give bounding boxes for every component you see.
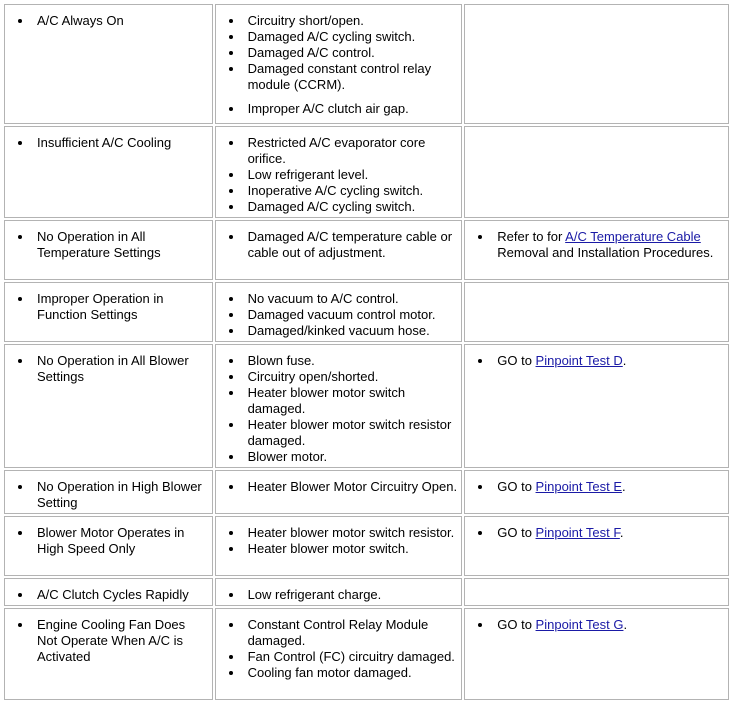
cause-item: • Heater blower motor switch. — [244, 541, 458, 557]
cause-item: • Low refrigerant level. — [244, 167, 458, 183]
pinpoint-test-g-link[interactable]: Pinpoint Test G — [535, 617, 624, 632]
cause-item: • Cooling fan motor damaged. — [244, 665, 458, 681]
table-row — [4, 126, 729, 218]
pinpoint-test-f-link[interactable]: Pinpoint Test F — [535, 525, 620, 540]
causes-cell — [215, 470, 463, 514]
cause-item: • Improper A/C clutch air gap. — [244, 101, 458, 117]
cause-item: • Damaged A/C temperature cable or cable out of adjustment. — [244, 229, 458, 261]
cause-item: • Damaged A/C cycling switch. — [244, 29, 458, 45]
condition-cell — [4, 282, 213, 342]
action-cell — [464, 220, 729, 280]
cause-item: • Constant Control Relay Module damaged. — [244, 617, 458, 649]
action-cell — [464, 608, 729, 700]
condition-cell — [4, 608, 213, 700]
cause-item: • Restricted A/C evaporator core orifice. — [244, 135, 458, 167]
table-row — [4, 282, 729, 342]
cause-item: • Damaged/kinked vacuum hose. — [244, 323, 458, 339]
action-suffix: . — [619, 525, 624, 540]
action-suffix: . — [622, 479, 626, 494]
table-row — [4, 578, 729, 606]
causes-cell — [215, 344, 463, 468]
action-item — [493, 229, 724, 261]
cause-item: • Circuitry open/shorted. — [244, 369, 458, 385]
cause-item: • Fan Control (FC) circuitry damaged. — [244, 649, 458, 665]
condition-text: • A/C Always On — [33, 13, 208, 29]
causes-cell — [215, 4, 463, 124]
action-cell — [464, 344, 729, 468]
action-item — [493, 617, 724, 633]
condition-cell — [4, 344, 213, 468]
action-cell — [464, 4, 729, 124]
action-item — [493, 479, 724, 495]
action-item — [493, 525, 724, 541]
action-cell — [464, 516, 729, 576]
condition-text: • A/C Clutch Cycles Rapidly — [33, 587, 208, 603]
cause-item: • Blower motor. — [244, 449, 458, 465]
table-row — [4, 608, 729, 700]
condition-text: • Improper Operation in Function Settings — [33, 291, 208, 323]
condition-text: • No Operation in All Blower Settings — [33, 353, 208, 385]
cause-item: • Damaged A/C control. — [244, 45, 458, 61]
condition-cell — [4, 516, 213, 576]
action-prefix: GO to — [497, 479, 536, 494]
action-cell — [464, 282, 729, 342]
cause-item: • Low refrigerant charge. — [244, 587, 458, 603]
cause-item: • Heater blower motor switch resistor damaged. — [244, 417, 458, 449]
cause-item: • Damaged A/C cycling switch. — [244, 199, 458, 215]
action-prefix: GO to — [497, 617, 536, 632]
cause-item: • Heater blower motor switch damaged. — [244, 385, 458, 417]
table-row — [4, 344, 729, 468]
causes-cell — [215, 516, 463, 576]
condition-text: • Blower Motor Operates in High Speed Only — [33, 525, 208, 557]
table-row — [4, 516, 729, 576]
table-row — [4, 4, 729, 124]
pinpoint-test-e-link[interactable]: Pinpoint Test E — [535, 479, 623, 494]
cause-item: • Circuitry short/open. — [244, 13, 458, 29]
causes-cell — [215, 220, 463, 280]
action-suffix: Removal and Installation Procedures. — [497, 245, 714, 260]
table-row — [4, 220, 729, 280]
cause-item: • No vacuum to A/C control. — [244, 291, 458, 307]
pinpoint-test-d-link[interactable]: Pinpoint Test D — [535, 353, 623, 368]
causes-cell — [215, 578, 463, 606]
condition-cell — [4, 220, 213, 280]
causes-cell — [215, 126, 463, 218]
condition-cell — [4, 126, 213, 218]
condition-text: • No Operation in High Blower Setting — [33, 479, 208, 511]
action-item — [493, 353, 724, 369]
condition-cell — [4, 4, 213, 124]
condition-text: • Insufficient A/C Cooling — [33, 135, 208, 151]
action-prefix: Refer to for — [497, 229, 566, 244]
action-cell — [464, 578, 729, 606]
table-row — [4, 470, 729, 514]
causes-cell — [215, 282, 463, 342]
cause-item: • Inoperative A/C cycling switch. — [244, 183, 458, 199]
condition-cell — [4, 470, 213, 514]
action-prefix: GO to — [497, 525, 536, 540]
symptom-chart-table — [2, 2, 731, 702]
ac-temperature-cable-link[interactable]: A/C Temperature Cable — [565, 229, 701, 244]
condition-cell — [4, 578, 213, 606]
causes-cell — [215, 608, 463, 700]
condition-text: • Engine Cooling Fan Does Not Operate When A/C is Activated — [33, 617, 208, 665]
cause-item: • Damaged constant control relay module (CCRM). — [244, 61, 458, 93]
action-cell — [464, 470, 729, 514]
action-suffix: . — [623, 617, 628, 632]
cause-item: • Heater blower motor switch resistor. — [244, 525, 458, 541]
condition-text: • No Operation in All Temperature Settings — [33, 229, 208, 261]
cause-item: • Blown fuse. — [244, 353, 458, 369]
action-suffix: . — [622, 353, 627, 368]
action-prefix: GO to — [497, 353, 536, 368]
cause-item: • Damaged vacuum control motor. — [244, 307, 458, 323]
cause-item: • Heater Blower Motor Circuitry Open. — [244, 479, 458, 495]
action-cell — [464, 126, 729, 218]
